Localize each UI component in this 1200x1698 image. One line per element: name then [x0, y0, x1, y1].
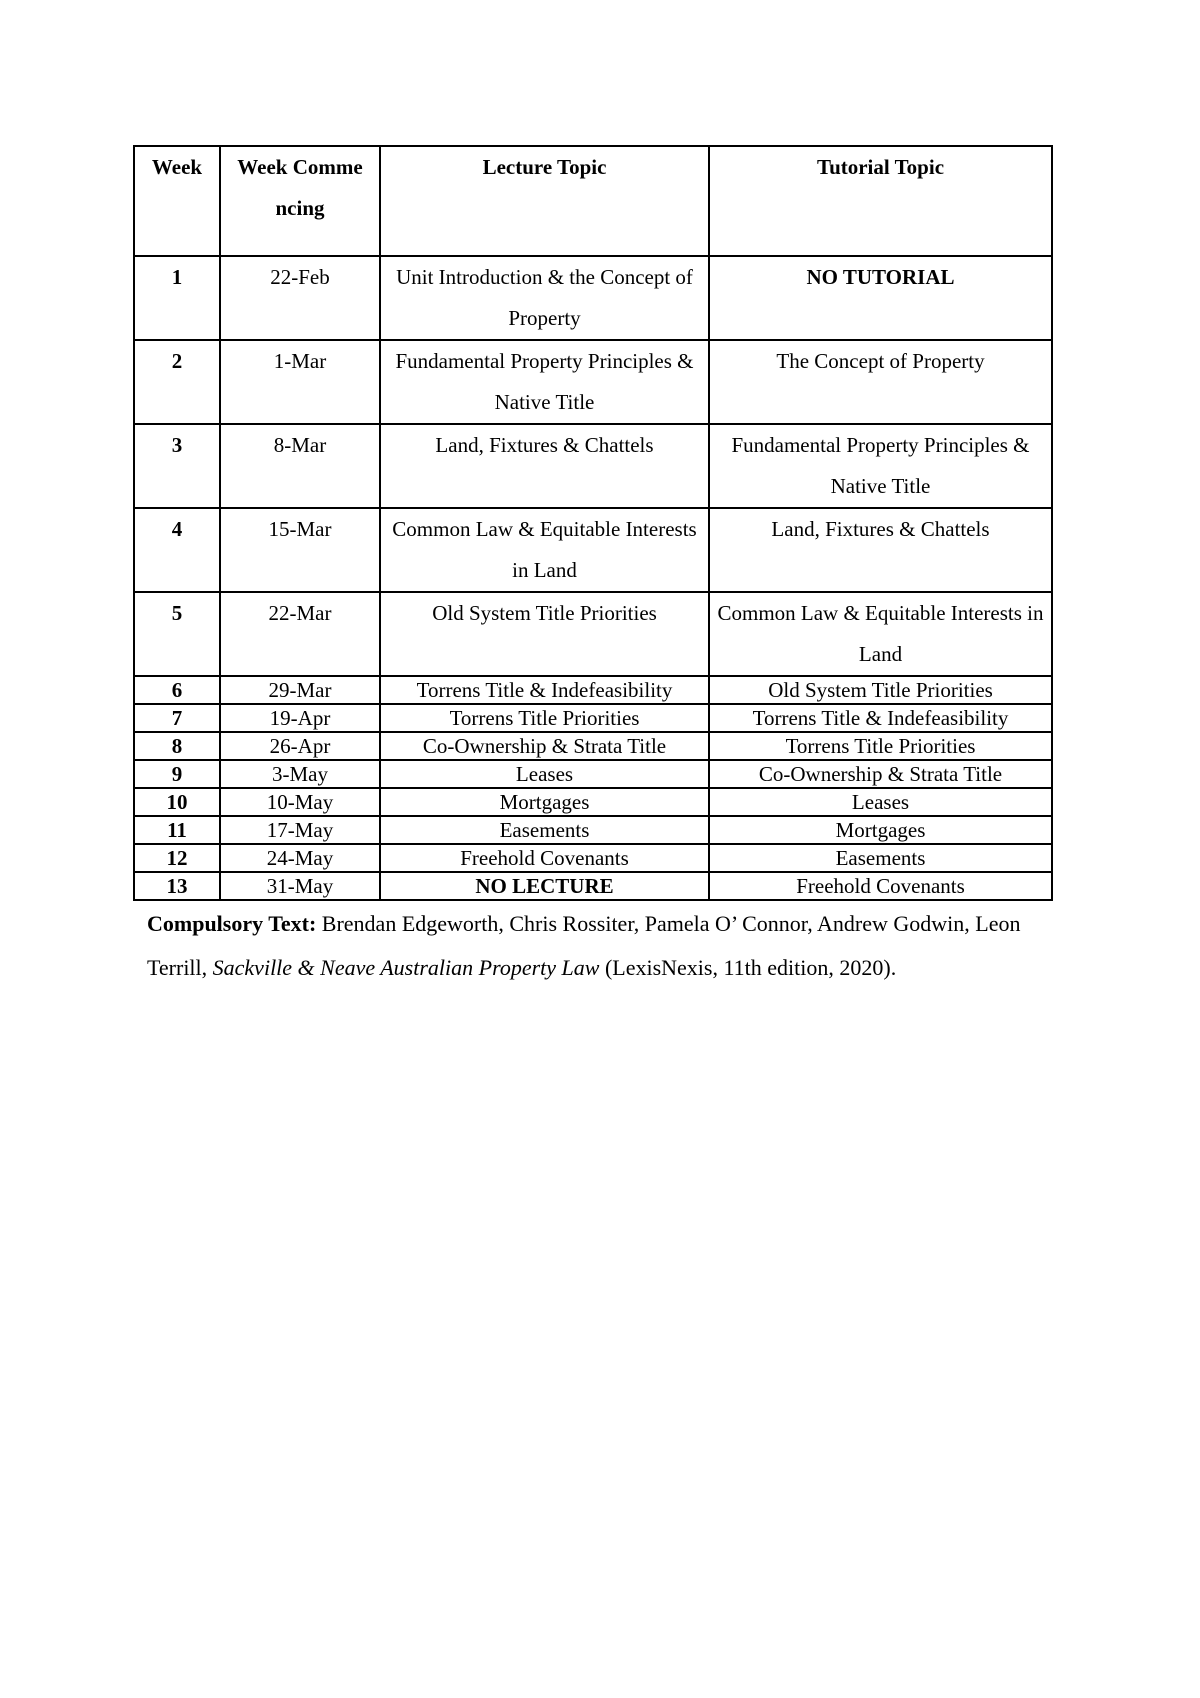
table-row [134, 816, 1052, 844]
table-row [134, 844, 1052, 872]
week-number: 11 [134, 816, 220, 844]
lecture-topic: Old System Title Priorities [380, 592, 709, 676]
week-date: 15-Mar [220, 508, 380, 592]
table-row [134, 760, 1052, 788]
table-row [134, 704, 1052, 732]
tutorial-topic: Torrens Title Priorities [709, 732, 1052, 760]
week-date: 22-Mar [220, 592, 380, 676]
week-date: 1-Mar [220, 340, 380, 424]
table-row [134, 676, 1052, 704]
tutorial-topic: Land, Fixtures & Chattels [709, 508, 1052, 592]
lecture-topic: Mortgages [380, 788, 709, 816]
table-row [134, 872, 1052, 900]
week-date: 17-May [220, 816, 380, 844]
lecture-topic: Co-Ownership & Strata Title [380, 732, 709, 760]
lecture-topic: Torrens Title & Indefeasibility [380, 676, 709, 704]
week-date: 19-Apr [220, 704, 380, 732]
table-row [134, 592, 1052, 676]
tutorial-topic: Fundamental Property Principles & Native Title [709, 424, 1052, 508]
table-row [134, 424, 1052, 508]
lecture-topic: Unit Introduction & the Concept of Property [380, 256, 709, 340]
week-number: 9 [134, 760, 220, 788]
week-number: 13 [134, 872, 220, 900]
table-row [134, 340, 1052, 424]
lecture-topic: Torrens Title Priorities [380, 704, 709, 732]
week-date: 26-Apr [220, 732, 380, 760]
table-row [134, 508, 1052, 592]
header-week-commencing [220, 146, 380, 256]
week-date: 31-May [220, 872, 380, 900]
tutorial-topic: Freehold Covenants [709, 872, 1052, 900]
week-number: 1 [134, 256, 220, 340]
tutorial-topic: The Concept of Property [709, 340, 1052, 424]
lecture-topic: Common Law & Equitable Interests in Land [380, 508, 709, 592]
compulsory-text-label: Compulsory Text: [147, 911, 317, 936]
week-number: 4 [134, 508, 220, 592]
tutorial-topic: Easements [709, 844, 1052, 872]
tutorial-topic: Common Law & Equitable Interests in Land [709, 592, 1052, 676]
week-number: 8 [134, 732, 220, 760]
table-header-row [134, 146, 1052, 256]
tutorial-topic: NO TUTORIAL [709, 256, 1052, 340]
header-week-commencing-label: Week Commencing [237, 155, 363, 220]
week-date: 8-Mar [220, 424, 380, 508]
lecture-topic: Easements [380, 816, 709, 844]
week-number: 12 [134, 844, 220, 872]
header-tutorial-topic: Tutorial Topic [709, 146, 1052, 256]
lecture-topic: NO LECTURE [380, 872, 709, 900]
week-date: 10-May [220, 788, 380, 816]
week-number: 6 [134, 676, 220, 704]
compulsory-text-authors: Brendan Edgeworth, Chris Rossiter, Pamela O’ Connor, Andrew Godwin, Leon Terrill, [147, 911, 1021, 980]
header-lecture-topic: Lecture Topic [380, 146, 709, 256]
week-date: 22-Feb [220, 256, 380, 340]
week-number: 3 [134, 424, 220, 508]
week-date: 29-Mar [220, 676, 380, 704]
table-row [134, 788, 1052, 816]
week-date: 3-May [220, 760, 380, 788]
compulsory-text-paragraph [147, 902, 1067, 990]
lecture-topic: Freehold Covenants [380, 844, 709, 872]
lecture-topic: Land, Fixtures & Chattels [380, 424, 709, 508]
tutorial-topic: Old System Title Priorities [709, 676, 1052, 704]
week-number: 5 [134, 592, 220, 676]
tutorial-topic: Torrens Title & Indefeasibility [709, 704, 1052, 732]
compulsory-text-publication: (LexisNexis, 11th edition, 2020). [599, 955, 897, 980]
header-week: Week [134, 146, 220, 256]
tutorial-topic: Mortgages [709, 816, 1052, 844]
tutorial-topic: Co-Ownership & Strata Title [709, 760, 1052, 788]
week-date: 24-May [220, 844, 380, 872]
table-row [134, 256, 1052, 340]
table-row [134, 732, 1052, 760]
schedule-table [133, 145, 1053, 901]
compulsory-text-book-title: Sackville & Neave Australian Property Law [212, 955, 600, 980]
tutorial-topic: Leases [709, 788, 1052, 816]
week-number: 2 [134, 340, 220, 424]
week-number: 10 [134, 788, 220, 816]
lecture-topic: Leases [380, 760, 709, 788]
week-number: 7 [134, 704, 220, 732]
lecture-topic: Fundamental Property Principles & Native Title [380, 340, 709, 424]
